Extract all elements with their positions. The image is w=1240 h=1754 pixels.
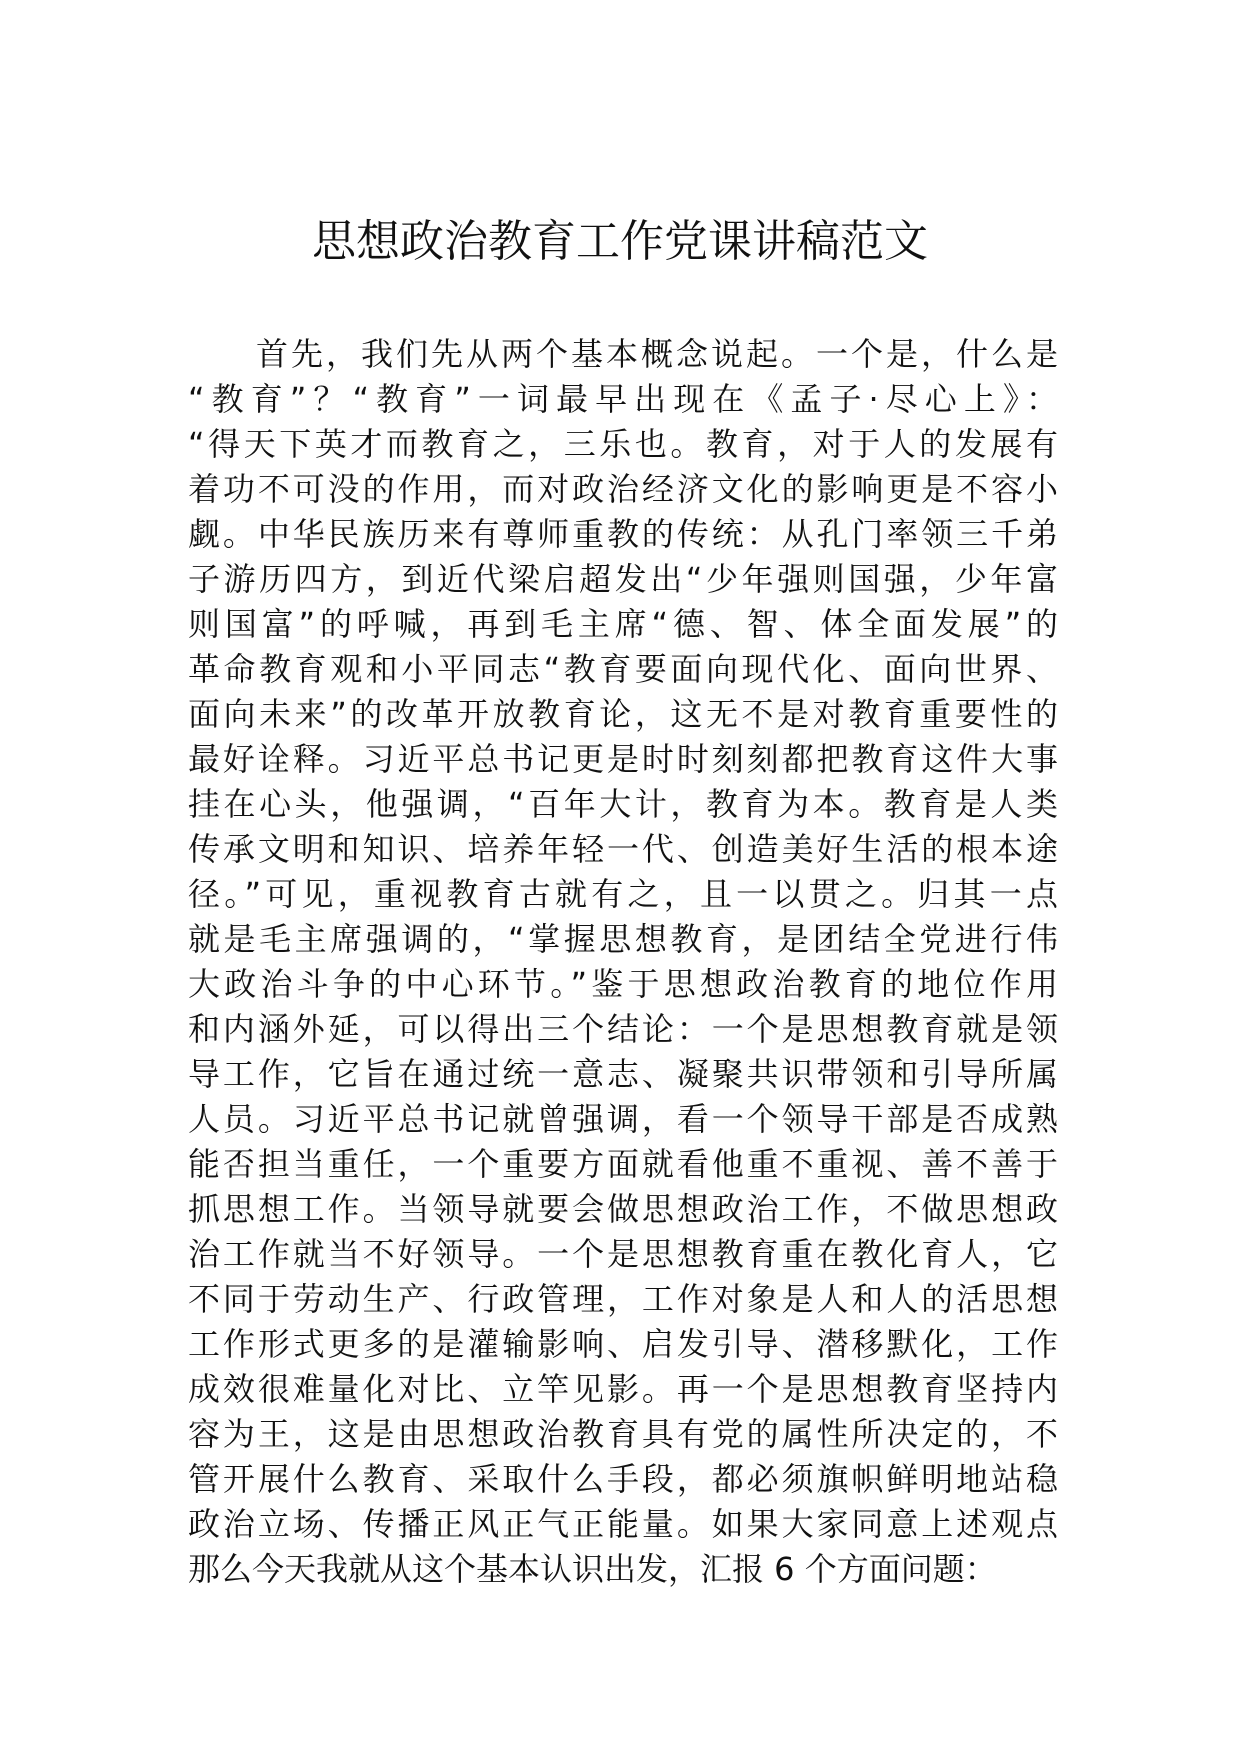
paragraph-line: 和内涵外延，可以得出三个结论：一个是思想教育就是领 [188,1010,1058,1048]
paragraph-line: 子游历四方，到近代梁启超发出“少年强则国强，少年富 [188,560,1058,598]
paragraph-line: 管开展什么教育、采取什么手段，都必须旗帜鲜明地站稳 [188,1460,1058,1498]
document-title: 思想政治教育工作党课讲稿范文 [312,216,928,267]
paragraph-line: 容为王，这是由思想政治教育具有党的属性所决定的，不 [188,1415,1058,1453]
paragraph-line: 治工作就当不好领导。一个是思想教育重在教化育人，它 [188,1235,1058,1273]
paragraph-line: 能否担当重任，一个重要方面就看他重不重视、善不善于 [188,1145,1058,1183]
paragraph-line: 就是毛主席强调的，“掌握思想教育，是团结全党进行伟 [188,920,1058,958]
paragraph-line: 成效很难量化对比、立竿见影。再一个是思想教育坚持内 [188,1370,1058,1408]
paragraph-line: 径。”可见，重视教育古就有之，且一以贯之。归其一点 [188,875,1058,913]
paragraph-line: 工作形式更多的是灌输影响、启发引导、潜移默化，工作 [188,1325,1058,1363]
paragraph-line: 大政治斗争的中心环节。”鉴于思想政治教育的地位作用 [188,965,1058,1003]
paragraph-line: 导工作，它旨在通过统一意志、凝聚共识带领和引导所属 [188,1055,1058,1093]
paragraph-line: 不同于劳动生产、行政管理，工作对象是人和人的活思想 [188,1280,1058,1318]
body-paragraph [188,332,1058,1592]
paragraph-line: 首先，我们先从两个基本概念说起。一个是，什么是 [256,335,1058,373]
paragraph-line: 着功不可没的作用，而对政治经济文化的影响更是不容小 [188,470,1058,508]
paragraph-line: 抓思想工作。当领导就要会做思想政治工作，不做思想政 [188,1190,1058,1228]
paragraph-line: 觑。中华民族历来有尊师重教的传统：从孔门率领三千弟 [188,515,1058,553]
paragraph-line: “得天下英才而教育之，三乐也。教育，对于人的发展有 [188,425,1058,463]
paragraph-line: 人员。习近平总书记就曾强调，看一个领导干部是否成熟 [188,1100,1058,1138]
paragraph-line: 革命教育观和小平同志“教育要面向现代化、面向世界、 [188,650,1058,688]
paragraph-line: 面向未来”的改革开放教育论，这无不是对教育重要性的 [188,695,1058,733]
paragraph-line: 最好诠释。习近平总书记更是时时刻刻都把教育这件大事 [188,740,1058,778]
paragraph-line: 则国富”的呼喊，再到毛主席“德、智、体全面发展”的 [188,605,1058,643]
paragraph-line: 政治立场、传播正风正气正能量。如果大家同意上述观点 [188,1505,1058,1543]
paragraph-line: 那么今天我就从这个基本认识出发，汇报 6 个方面问题： [188,1550,997,1588]
paragraph-line: 挂在心头，他强调，“百年大计，教育为本。教育是人类 [188,785,1058,823]
paragraph-line: “教育”？“教育”一词最早出现在《孟子·尽心上》： [188,380,1058,418]
paragraph-line: 传承文明和知识、培养年轻一代、创造美好生活的根本途 [188,830,1058,868]
